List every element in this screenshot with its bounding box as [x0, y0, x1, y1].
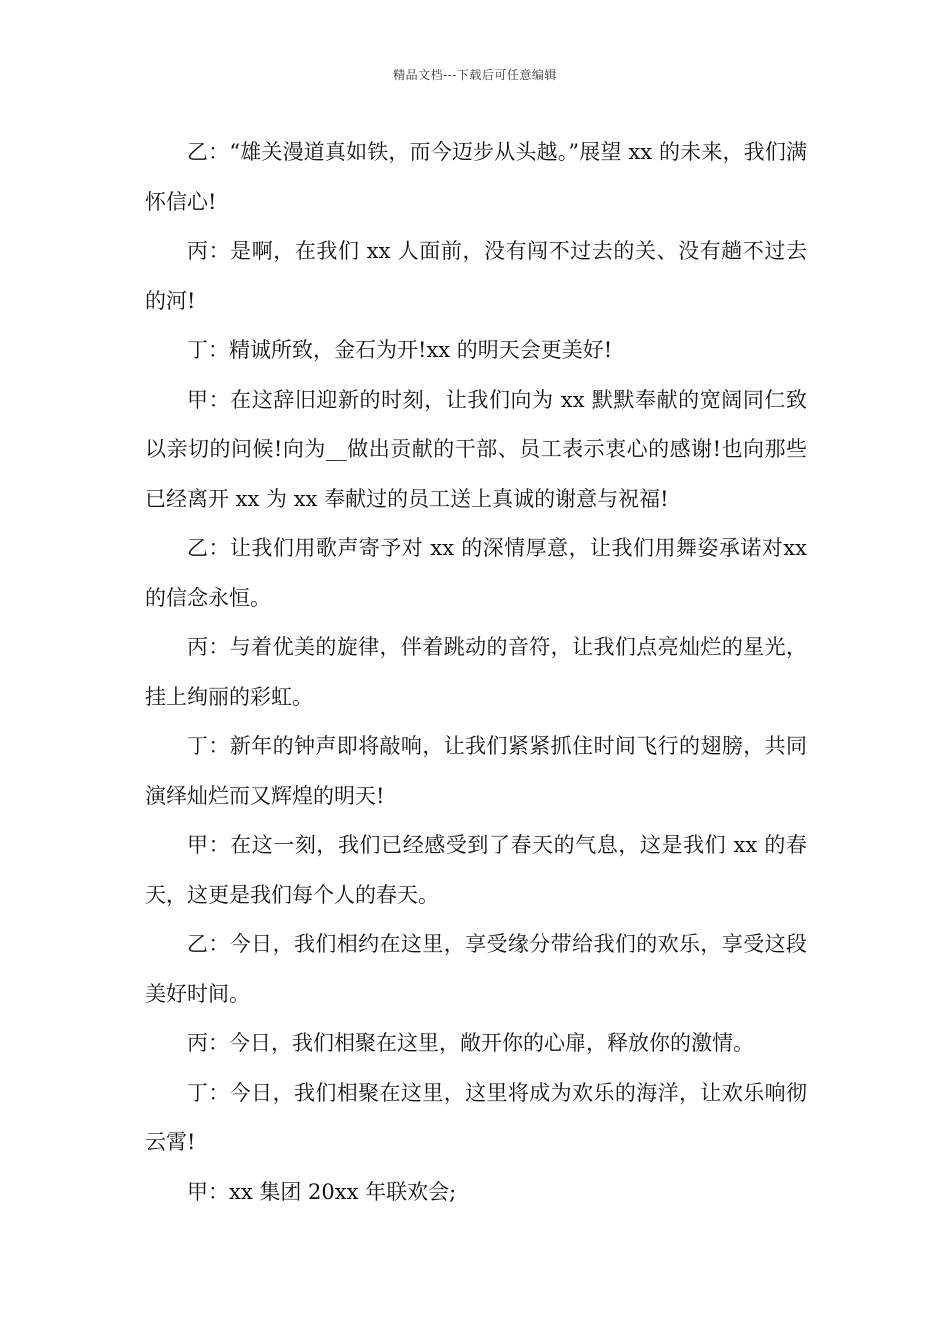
paragraph: 丙：今日，我们相聚在这里，敞开你的心扉，释放你的激情。: [187, 1031, 754, 1055]
paragraph: 甲：xx 集团 20xx 年联欢会;: [187, 1179, 457, 1204]
paragraph: 甲：在这辞旧迎新的时刻，让我们向为 xx 默默奉献的宽阔同仁致以亲切的问候!向为__做出贡献的干部、员工表示衷心的感谢!也向那些已经离开 xx 为 xx 奉献过的员工送上真诚的谢意与祝福!: [145, 387, 807, 511]
paragraph: 乙：让我们用歌声寄予对 xx 的深情厚意，让我们用舞姿承诺对xx 的信念永恒。: [145, 536, 807, 610]
page-header: 精品文档---下载后可任意编辑: [393, 68, 557, 82]
paragraph: 乙：“雄关漫道真如铁，而今迈步从头越。”展望 xx 的未来，我们满怀信心!: [145, 140, 807, 214]
paragraph: 丙：是啊，在我们 xx 人面前，没有闯不过去的关、没有趟不过去的河!: [145, 239, 807, 313]
document-body: [145, 128, 807, 1217]
paragraph: 丙：与着优美的旋律，伴着跳动的音符，让我们点亮灿烂的星光，挂上绚丽的彩虹。: [145, 635, 807, 709]
paragraph: 丁：今日，我们相聚在这里，这里将成为欢乐的海洋，让欢乐响彻云霄!: [145, 1080, 807, 1154]
paragraph: 丁：新年的钟声即将敲响，让我们紧紧抓住时间飞行的翅膀，共同演绎灿烂而又辉煌的明天!: [145, 734, 807, 808]
paragraph: 甲：在这一刻，我们已经感受到了春天的气息，这是我们 xx 的春天，这更是我们每个人的春天。: [145, 833, 807, 907]
paragraph: 乙：今日，我们相约在这里，享受缘分带给我们的欢乐，享受这段美好时间。: [145, 932, 807, 1006]
paragraph: 丁：精诚所致，金石为开!xx 的明天会更美好!: [187, 338, 613, 362]
